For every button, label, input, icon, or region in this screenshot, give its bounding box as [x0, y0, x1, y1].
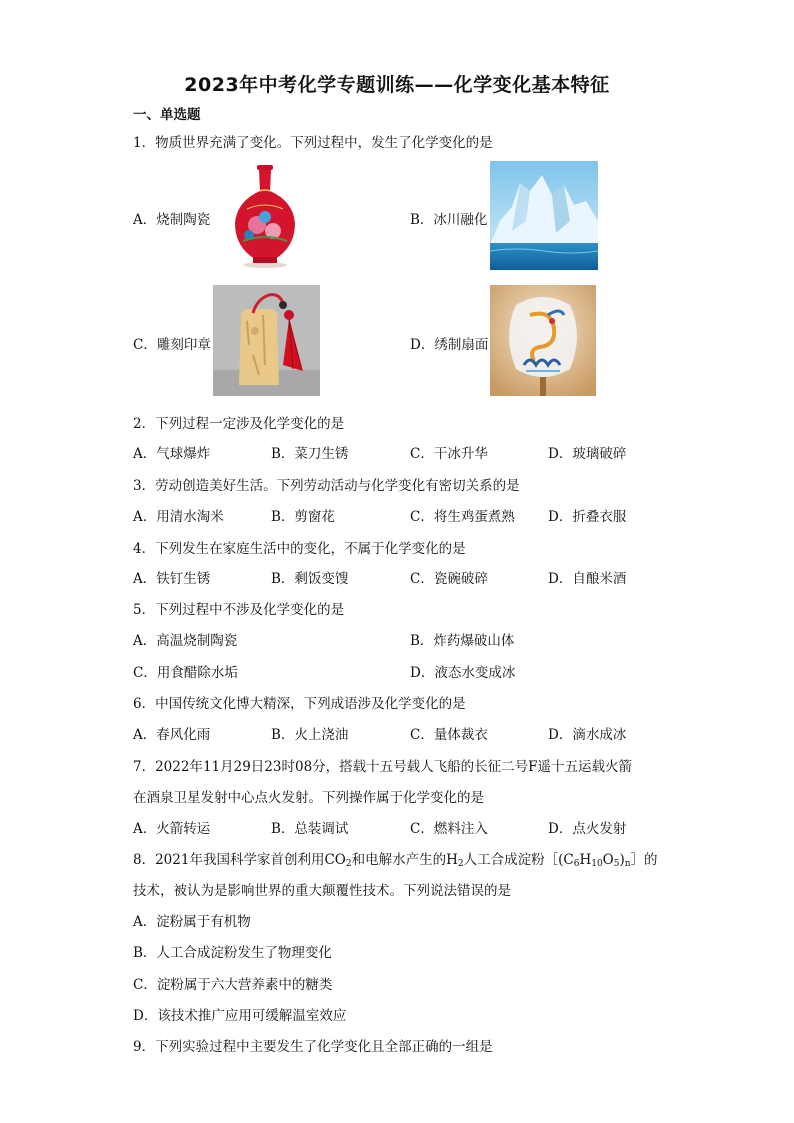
q7-option-d[interactable]: D．点火发射	[548, 821, 627, 837]
q4-option-a[interactable]: A．铁钉生锈	[133, 571, 211, 587]
question-7-stem-line-1: 7．2022年11月29日23时08分，搭载十五号载人飞船的长征二号F遥十五运载火箭	[133, 759, 633, 775]
q1-option-d[interactable]: D．绣制扇面	[410, 337, 489, 353]
q4-option-b[interactable]: B．剩饭变馊	[271, 571, 349, 587]
q3-option-a[interactable]: A．用清水淘米	[133, 509, 224, 525]
q8-text-2: 和电解水产生的H	[351, 852, 458, 868]
question-1-stem: 1．物质世界充满了变化。下列过程中，发生了化学变化的是	[133, 135, 493, 151]
q2-option-d[interactable]: D．玻璃破碎	[548, 446, 627, 462]
q1-option-a[interactable]: A．烧制陶瓷	[133, 212, 211, 228]
q8-text-1: 8．2021年我国科学家首创利用CO	[133, 852, 346, 868]
q5-option-b[interactable]: B．炸药爆破山体	[410, 633, 515, 649]
q4-option-d[interactable]: D．自酿米酒	[548, 571, 627, 587]
q8-sub-2: 2	[457, 859, 464, 869]
q2-option-b[interactable]: B．菜刀生锈	[271, 446, 349, 462]
question-9-stem: 9．下列实验过程中主要发生了化学变化且全部正确的一组是	[133, 1039, 493, 1055]
q8-sub-3: 6	[573, 859, 580, 869]
q2-option-a[interactable]: A．气球爆炸	[133, 446, 211, 462]
q8-sub-1: 2	[345, 859, 352, 869]
q6-option-c[interactable]: C．量体裁衣	[410, 727, 488, 743]
question-6-stem: 6．中国传统文化博大精深，下列成语涉及化学变化的是	[133, 696, 466, 712]
q8-option-d[interactable]: D．该技术推广应用可缓解温室效应	[133, 1008, 347, 1024]
q8-text-3: 人工合成淀粉［(C	[463, 852, 574, 868]
q8-option-c[interactable]: C．淀粉属于六大营养素中的糖类	[133, 977, 333, 993]
q8-option-a[interactable]: A．淀粉属于有机物	[133, 914, 251, 930]
q6-option-d[interactable]: D．滴水成冰	[548, 727, 627, 743]
q8-sub-5: 5	[613, 859, 620, 869]
q8-option-b[interactable]: B．人工合成淀粉发生了物理变化	[133, 945, 332, 961]
q6-option-a[interactable]: A．春风化雨	[133, 727, 211, 743]
q7-option-c[interactable]: C．燃料注入	[410, 821, 488, 837]
q5-option-d[interactable]: D．液态水变成冰	[410, 665, 516, 681]
q3-option-b[interactable]: B．剪窗花	[271, 509, 335, 525]
section-heading: 一、单选题	[133, 107, 201, 123]
page-title: 2023年中考化学专题训练——化学变化基本特征	[184, 74, 610, 96]
q8-text-7: ］的	[630, 852, 658, 868]
q8-text-4: H	[579, 852, 592, 868]
question-8-stem-line-1	[133, 848, 658, 869]
question-8-stem-line-2: 技术，被认为是影响世界的重大颠覆性技术。下列说法错误的是	[133, 883, 511, 899]
q8-sub-6: n	[624, 859, 631, 869]
question-7-stem-line-2: 在酒泉卫星发射中心点火发射。下列操作属于化学变化的是	[133, 790, 484, 806]
q5-option-c[interactable]: C．用食醋除水垢	[133, 665, 238, 681]
q8-sub-4: 10	[591, 859, 603, 869]
q3-option-c[interactable]: C．将生鸡蛋煮熟	[410, 509, 515, 525]
question-4-stem: 4．下列发生在家庭生活中的变化，不属于化学变化的是	[133, 541, 466, 557]
q5-option-a[interactable]: A．高温烧制陶瓷	[133, 633, 238, 649]
red-vase-icon	[213, 161, 318, 270]
q2-option-c[interactable]: C．干冰升华	[410, 446, 488, 462]
embroidered-fan-icon	[490, 285, 596, 396]
q6-option-b[interactable]: B．火上浇油	[271, 727, 349, 743]
q3-option-d[interactable]: D．折叠衣服	[548, 509, 627, 525]
glacier-icon	[490, 161, 598, 270]
q8-text-5: O	[602, 852, 614, 868]
question-2-stem: 2．下列过程一定涉及化学变化的是	[133, 416, 345, 432]
q1-option-b[interactable]: B．冰川融化	[410, 212, 488, 228]
q8-text-6: )	[619, 852, 625, 868]
question-5-stem: 5．下列过程中不涉及化学变化的是	[133, 602, 345, 618]
question-3-stem: 3．劳动创造美好生活。下列劳动活动与化学变化有密切关系的是	[133, 478, 520, 494]
q7-option-b[interactable]: B．总装调试	[271, 821, 349, 837]
seal-stamp-icon	[213, 285, 320, 396]
q4-option-c[interactable]: C．瓷碗破碎	[410, 571, 488, 587]
q1-option-c[interactable]: C．雕刻印章	[133, 337, 211, 353]
q7-option-a[interactable]: A．火箭转运	[133, 821, 211, 837]
